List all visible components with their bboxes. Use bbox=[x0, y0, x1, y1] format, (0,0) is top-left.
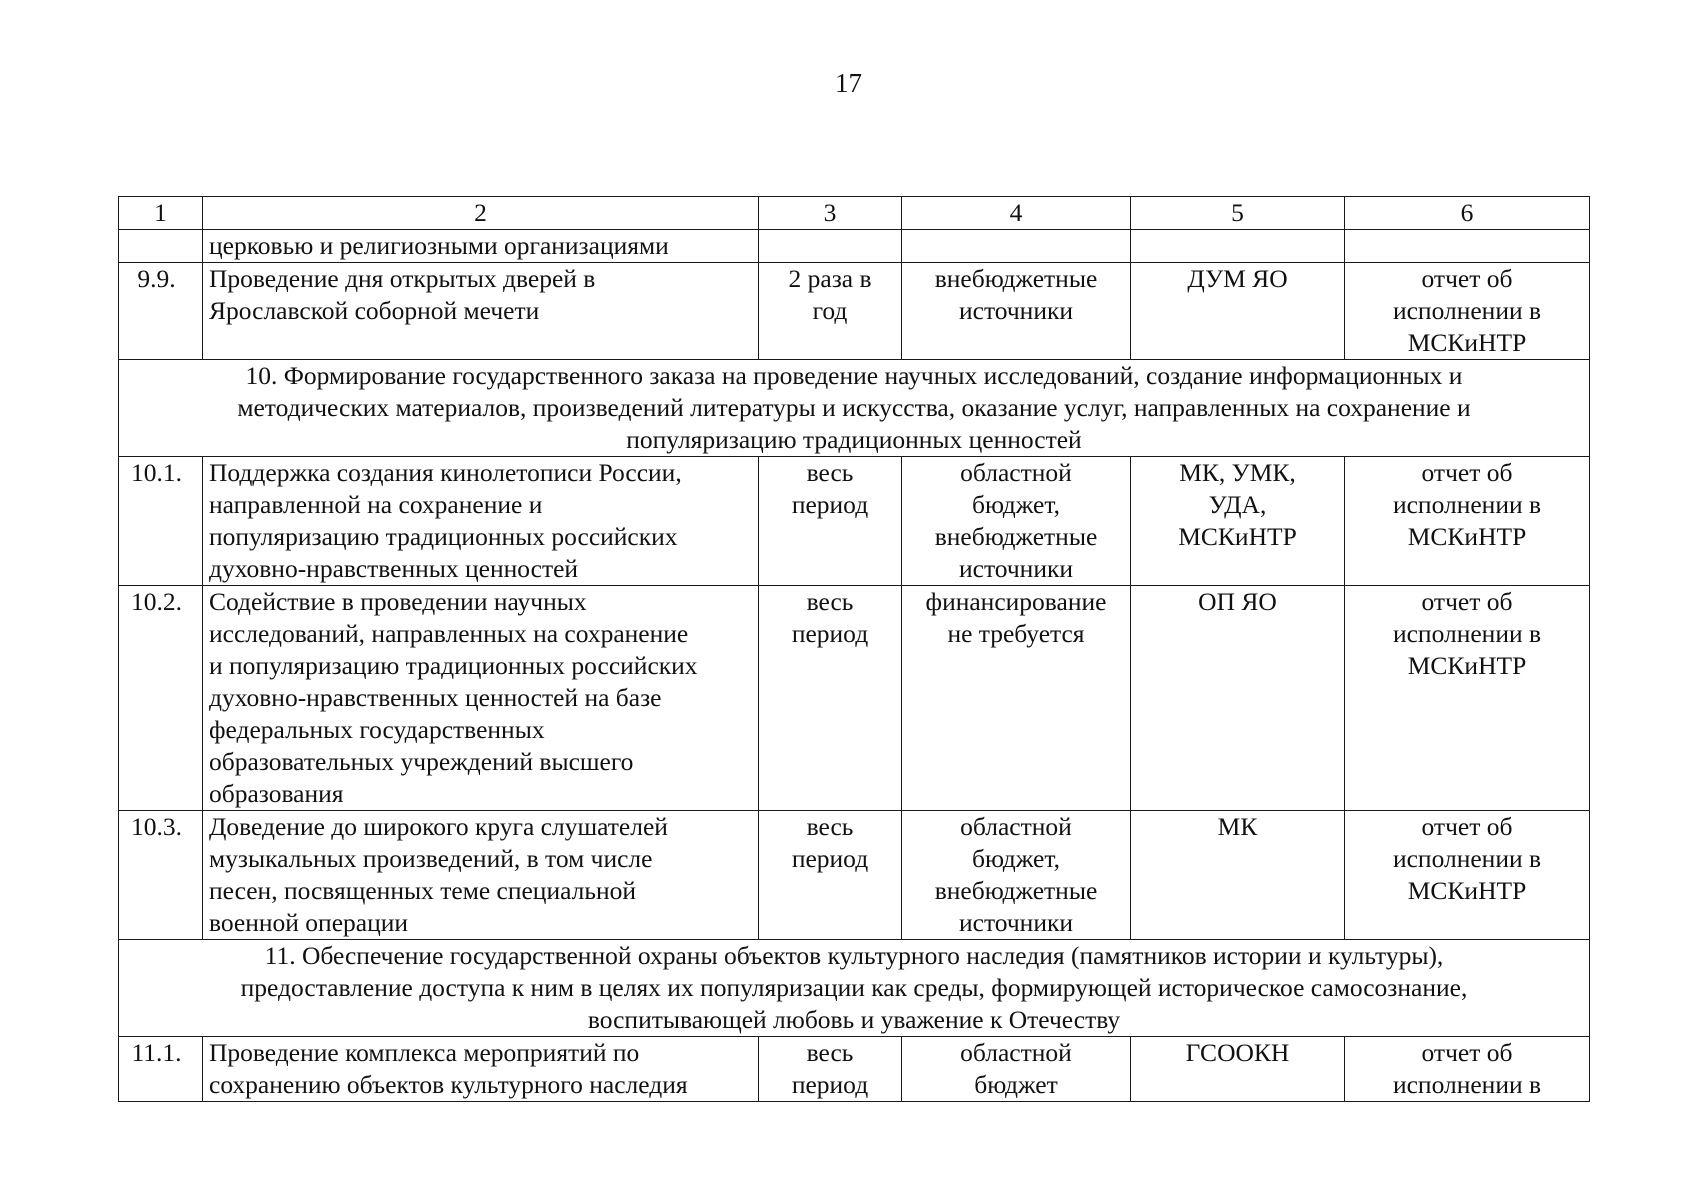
term-cell: весь период bbox=[759, 586, 902, 811]
executor-cell bbox=[1131, 230, 1345, 263]
section-heading-10 bbox=[119, 360, 1590, 457]
row-number: 10.1. bbox=[119, 457, 203, 586]
activity-cell: Поддержка создания кинолетописи России, направленной на сохранение и популяризацию традиционных российских духовно-нравственных ценностей bbox=[203, 457, 759, 586]
funding-source-cell bbox=[902, 230, 1131, 263]
column-header-5: 5 bbox=[1131, 197, 1345, 230]
funding-source-cell: областной бюджет bbox=[902, 1037, 1131, 1102]
term-cell: весь период bbox=[759, 457, 902, 586]
report-cell: отчет об исполнении в МСКиНТР bbox=[1345, 586, 1590, 811]
activity-cell: Доведение до широкого круга слушателей музыкальных произведений, в том числе песен, посвященных теме специальной военной операции bbox=[203, 811, 759, 940]
activity-cell: Содействие в проведении научных исследований, направленных на сохранение и популяризацию традиционных российских духовно-нравственных ценностей на базе федеральных государственных образовательных учреждений высшего образования bbox=[203, 586, 759, 811]
measures-table bbox=[118, 196, 1590, 1102]
row-number: 10.2. bbox=[119, 586, 203, 811]
section-title: 11. Обеспечение государственной охраны объектов культурного наследия (памятников истории и культуры), предоставление доступа к ним в целях их популяризации как среды, формирующей историческое самосознание, воспитывающей любовь и уважение к Отечеству bbox=[119, 940, 1590, 1037]
term-cell bbox=[759, 230, 902, 263]
report-cell: отчет об исполнении в МСКиНТР bbox=[1345, 811, 1590, 940]
activity-cell: Проведение дня открытых дверей в Ярославской соборной мечети bbox=[203, 263, 759, 360]
report-cell: отчет об исполнении в МСКиНТР bbox=[1345, 263, 1590, 360]
column-header-4: 4 bbox=[902, 197, 1131, 230]
column-header-1: 1 bbox=[119, 197, 203, 230]
column-number-header-row bbox=[119, 197, 1590, 230]
table-row-11-1 bbox=[119, 1037, 1590, 1102]
executor-cell: ГСООКН bbox=[1131, 1037, 1345, 1102]
activity-cell: Проведение комплекса мероприятий по сохранению объектов культурного наследия bbox=[203, 1037, 759, 1102]
term-cell: весь период bbox=[759, 1037, 902, 1102]
table-row-9-9 bbox=[119, 263, 1590, 360]
table-row-10-2 bbox=[119, 586, 1590, 811]
row-number: 10.3. bbox=[119, 811, 203, 940]
section-heading-11 bbox=[119, 940, 1590, 1037]
executor-cell: ОП ЯО bbox=[1131, 586, 1345, 811]
term-cell: весь период bbox=[759, 811, 902, 940]
executor-cell: ДУМ ЯО bbox=[1131, 263, 1345, 360]
report-cell bbox=[1345, 230, 1590, 263]
section-title: 10. Формирование государственного заказа на проведение научных исследований, создание информационных и методических материалов, произведений литературы и искусства, оказание услуг, направленных на сохранение и популяризацию традиционных ценностей bbox=[119, 360, 1590, 457]
report-cell: отчет об исполнении в МСКиНТР bbox=[1345, 457, 1590, 586]
table-row-10-3 bbox=[119, 811, 1590, 940]
executor-cell: МК bbox=[1131, 811, 1345, 940]
column-header-2: 2 bbox=[203, 197, 759, 230]
executor-cell: МК, УМК, УДА, МСКиНТР bbox=[1131, 457, 1345, 586]
row-number: 11.1. bbox=[119, 1037, 203, 1102]
funding-source-cell: внебюджетные источники bbox=[902, 263, 1131, 360]
funding-source-cell: областной бюджет, внебюджетные источники bbox=[902, 811, 1131, 940]
row-number: 9.9. bbox=[119, 263, 203, 360]
funding-source-cell: областной бюджет, внебюджетные источники bbox=[902, 457, 1131, 586]
row-number bbox=[119, 230, 203, 263]
column-header-6: 6 bbox=[1345, 197, 1590, 230]
table-row-continuation bbox=[119, 230, 1590, 263]
report-cell: отчет об исполнении в bbox=[1345, 1037, 1590, 1102]
page-number: 17 bbox=[835, 68, 862, 98]
table-row-10-1 bbox=[119, 457, 1590, 586]
term-cell: 2 раза в год bbox=[759, 263, 902, 360]
column-header-3: 3 bbox=[759, 197, 902, 230]
activity-cell: церковью и религиозными организациями bbox=[203, 230, 759, 263]
funding-source-cell: финансирование не требуется bbox=[902, 586, 1131, 811]
